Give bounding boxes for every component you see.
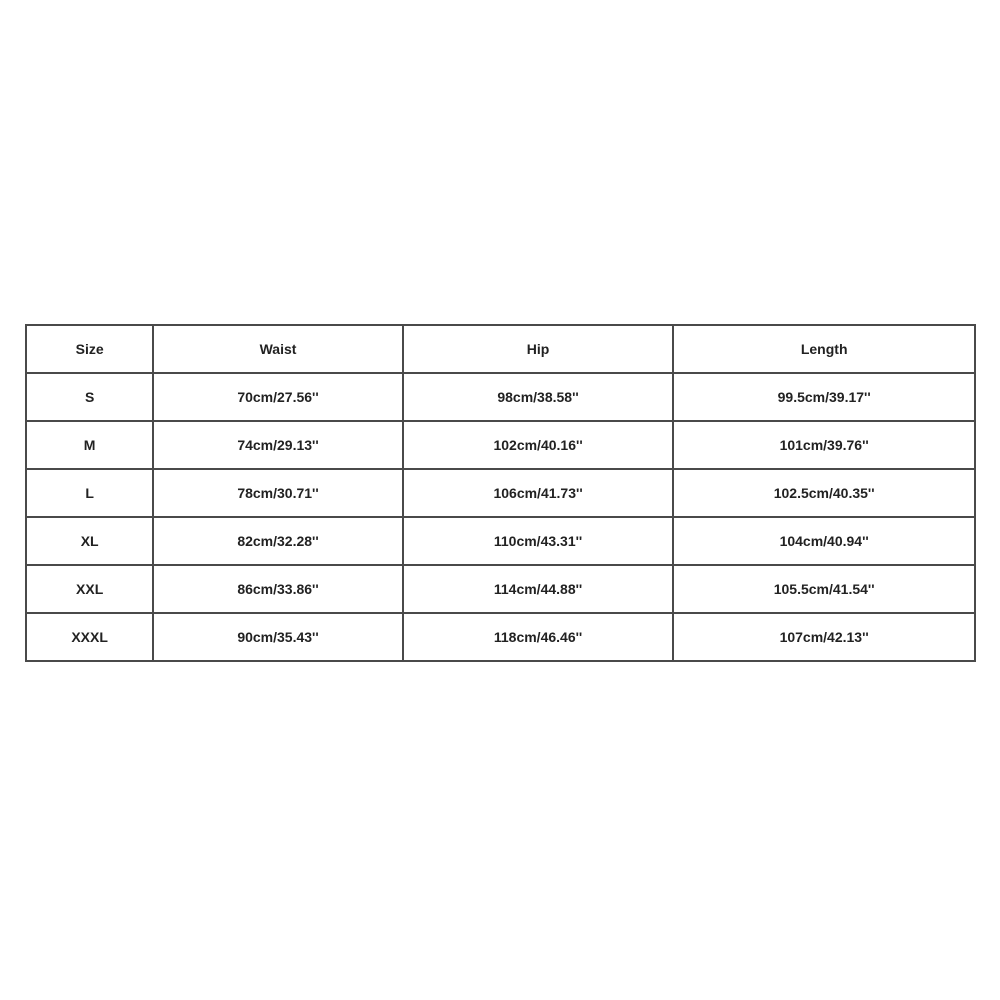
cell-length: 102.5cm/40.35'' xyxy=(673,469,975,517)
cell-waist: 78cm/30.71'' xyxy=(153,469,403,517)
cell-hip: 114cm/44.88'' xyxy=(403,565,674,613)
header-hip: Hip xyxy=(403,325,674,373)
cell-waist: 74cm/29.13'' xyxy=(153,421,403,469)
table-row xyxy=(26,517,975,565)
table-row xyxy=(26,373,975,421)
cell-length: 107cm/42.13'' xyxy=(673,613,975,661)
cell-waist: 82cm/32.28'' xyxy=(153,517,403,565)
cell-waist: 86cm/33.86'' xyxy=(153,565,403,613)
cell-size: XXL xyxy=(26,565,153,613)
cell-size: XL xyxy=(26,517,153,565)
cell-hip: 102cm/40.16'' xyxy=(403,421,674,469)
cell-waist: 70cm/27.56'' xyxy=(153,373,403,421)
cell-length: 101cm/39.76'' xyxy=(673,421,975,469)
table-row xyxy=(26,565,975,613)
header-size: Size xyxy=(26,325,153,373)
header-length: Length xyxy=(673,325,975,373)
table-row xyxy=(26,613,975,661)
cell-hip: 98cm/38.58'' xyxy=(403,373,674,421)
cell-waist: 90cm/35.43'' xyxy=(153,613,403,661)
cell-size: S xyxy=(26,373,153,421)
cell-size: L xyxy=(26,469,153,517)
cell-hip: 106cm/41.73'' xyxy=(403,469,674,517)
table-row xyxy=(26,421,975,469)
table-header-row xyxy=(26,325,975,373)
cell-size: M xyxy=(26,421,153,469)
size-chart-table xyxy=(25,324,976,662)
table-row xyxy=(26,469,975,517)
cell-hip: 110cm/43.31'' xyxy=(403,517,674,565)
cell-hip: 118cm/46.46'' xyxy=(403,613,674,661)
cell-length: 105.5cm/41.54'' xyxy=(673,565,975,613)
header-waist: Waist xyxy=(153,325,403,373)
cell-size: XXXL xyxy=(26,613,153,661)
cell-length: 99.5cm/39.17'' xyxy=(673,373,975,421)
cell-length: 104cm/40.94'' xyxy=(673,517,975,565)
